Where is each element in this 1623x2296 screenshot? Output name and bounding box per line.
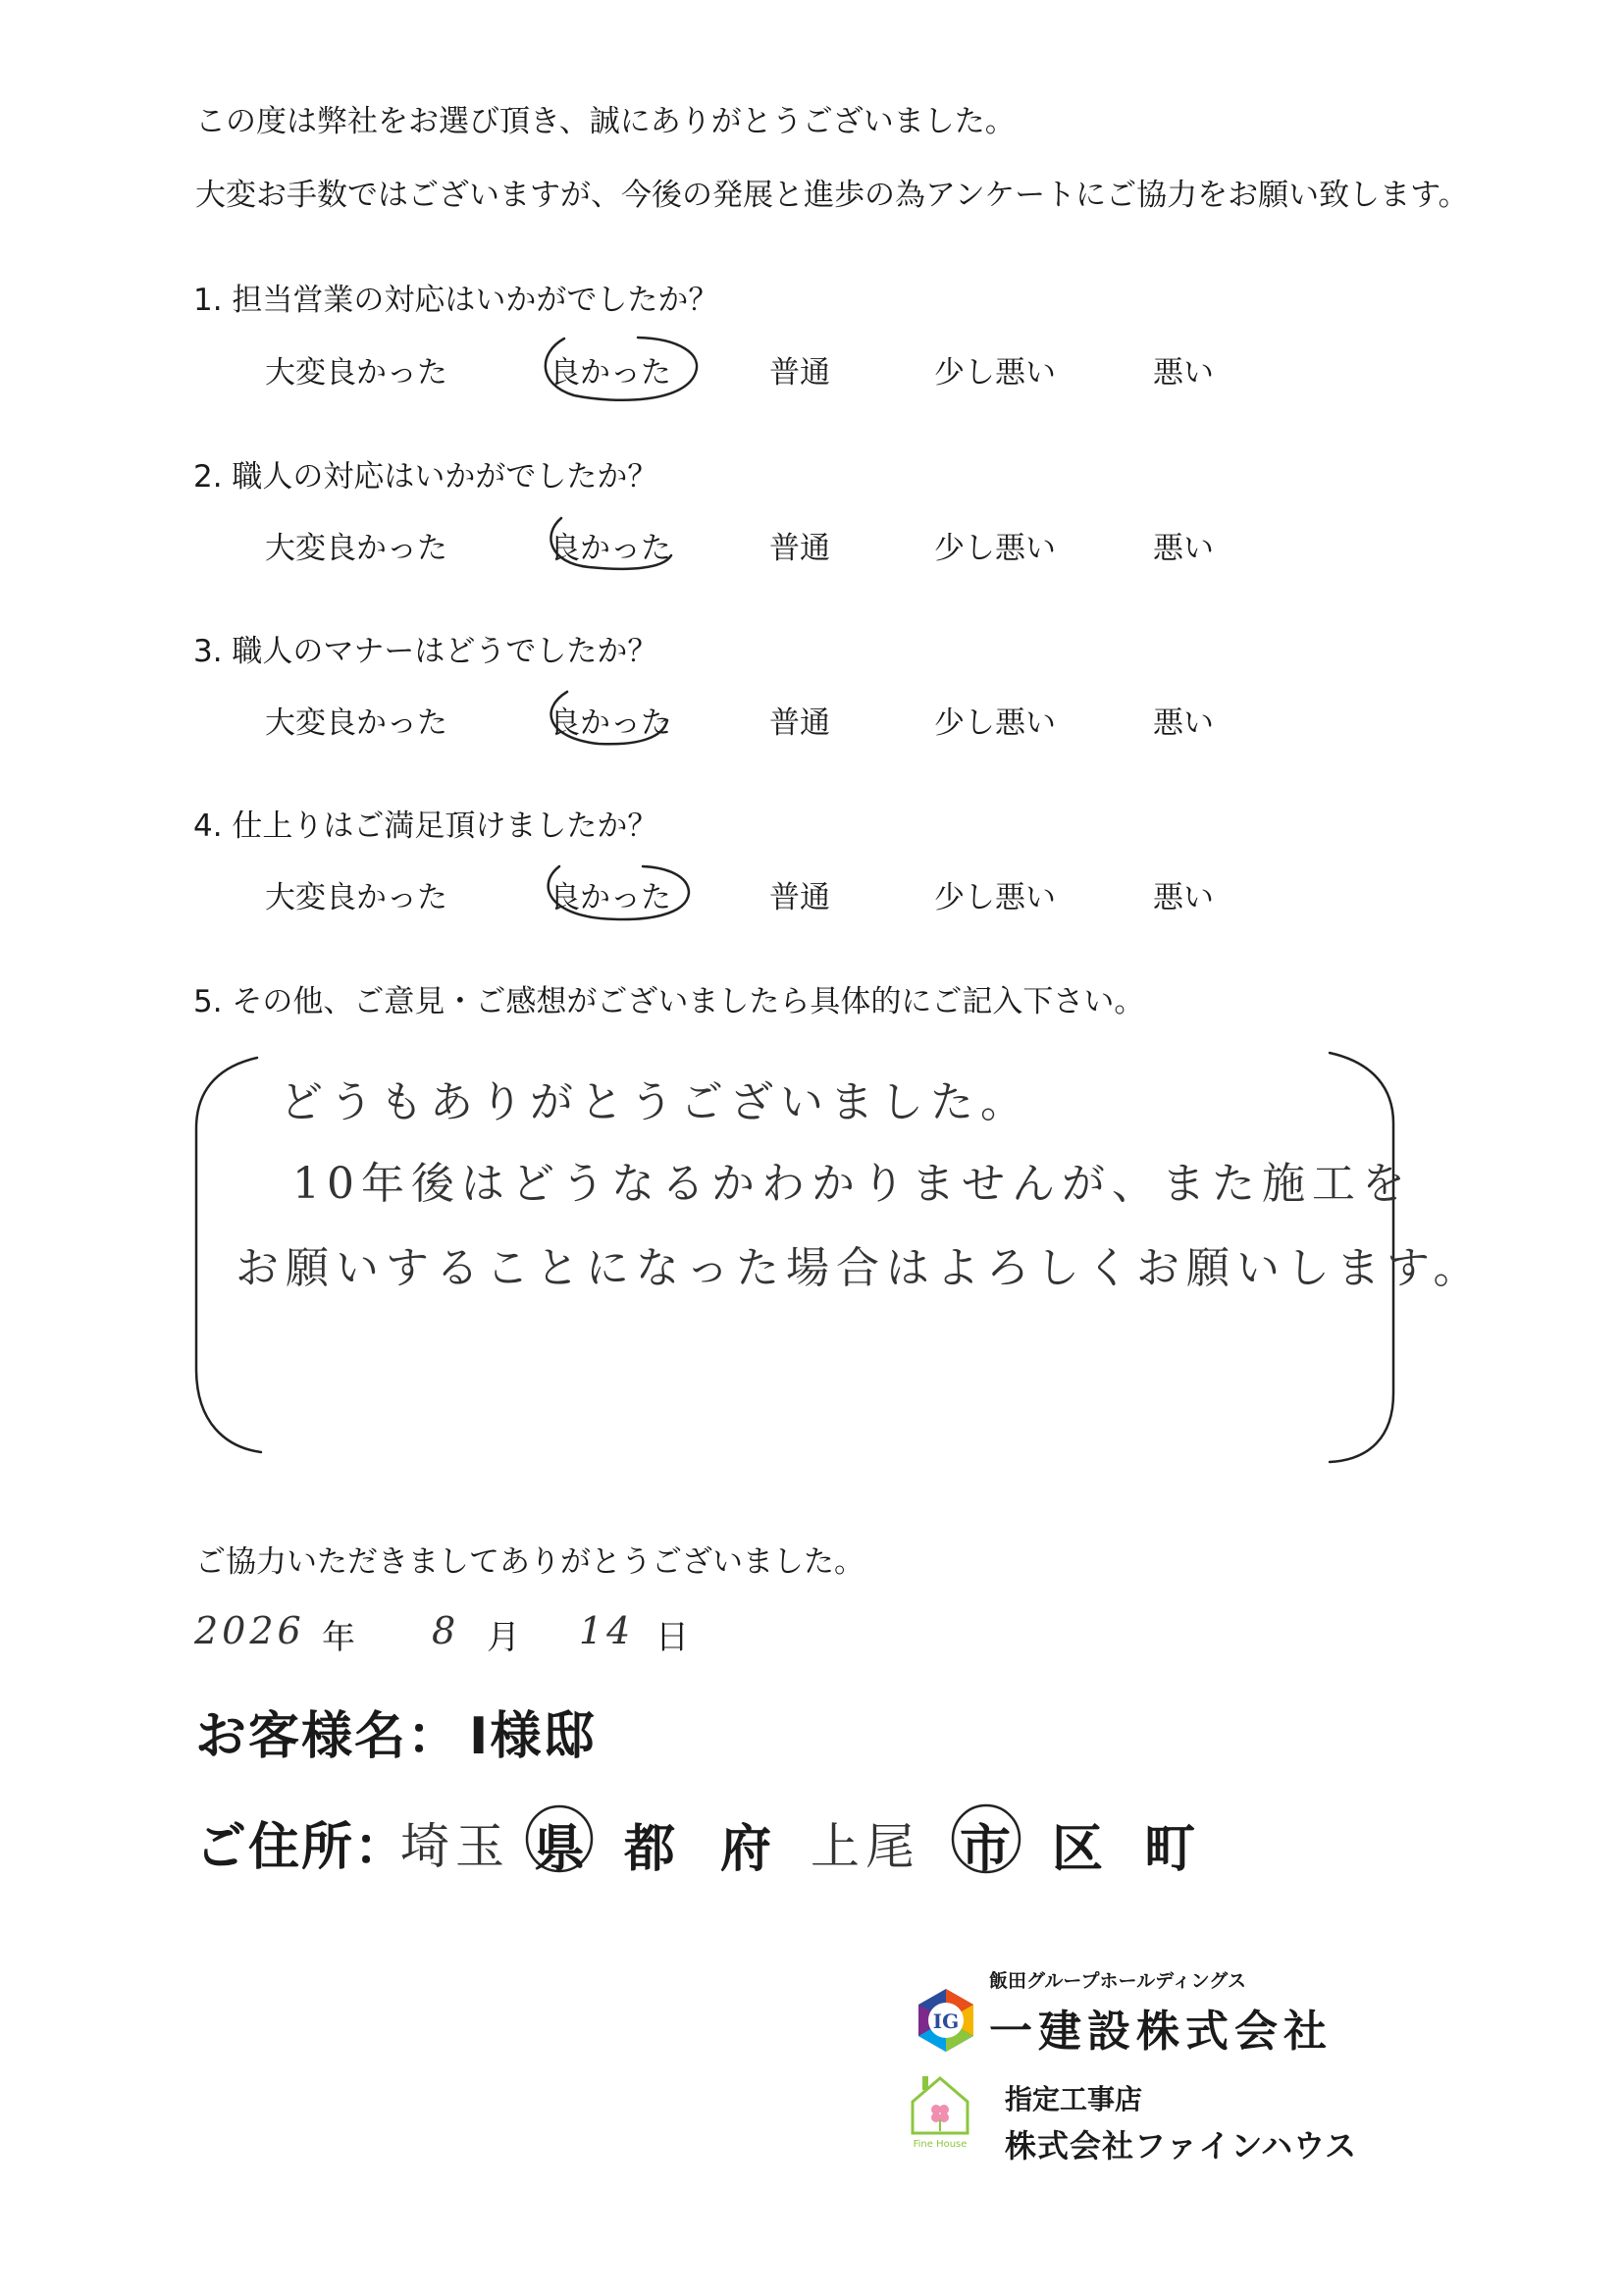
- q4-option-bad[interactable]: 悪い: [1153, 880, 1214, 915]
- date-year-unit: 年: [322, 1618, 355, 1657]
- date-month-unit: 月: [487, 1618, 520, 1657]
- address-unit-fu: 府: [720, 1820, 772, 1879]
- address-label: ご住所：: [195, 1818, 408, 1877]
- q2-option-average[interactable]: 普通: [769, 531, 830, 566]
- comment-line-1: どうもありがとうございました。: [280, 1077, 1030, 1127]
- q1-option-slightly-bad[interactable]: 少し悪い: [934, 355, 1056, 391]
- date-day-value: 14: [579, 1609, 635, 1652]
- date-year-value: 2026: [194, 1609, 305, 1652]
- ig-logo-icon: [913, 1987, 979, 2054]
- address-unit-machi: 町: [1144, 1820, 1196, 1879]
- address-unit-shi: 市: [960, 1820, 1012, 1879]
- intro-line-2: 大変お手数ではございますが、今後の発展と進歩の為アンケートにご協力をお願い致します。: [195, 178, 1469, 213]
- q2-option-very-good[interactable]: 大変良かった: [265, 531, 447, 566]
- q1-option-bad[interactable]: 悪い: [1153, 355, 1214, 391]
- company-name: 一建設株式会社: [989, 2007, 1333, 2057]
- address-city-handwritten: 上尾: [811, 1818, 920, 1875]
- q3-option-slightly-bad[interactable]: 少し悪い: [934, 705, 1056, 741]
- q4-option-average[interactable]: 普通: [769, 880, 830, 915]
- question-2: 2. 職人の対応はいかがでしたか？: [193, 459, 658, 495]
- question-4: 4. 仕上りはご満足頂けましたか？: [193, 809, 658, 844]
- q1-option-very-good[interactable]: 大変良かった: [265, 355, 447, 391]
- svg-text:IG: IG: [932, 2009, 960, 2033]
- date-month-value: 8: [432, 1609, 460, 1652]
- customer-name-label: お客様名：: [195, 1707, 461, 1766]
- comment-line-3: お願いすることになった場合はよろしくお願いします。: [236, 1243, 1484, 1293]
- address-unit-ken: 県: [534, 1820, 586, 1879]
- q3-option-good[interactable]: 良かった: [550, 705, 671, 741]
- q4-option-slightly-bad[interactable]: 少し悪い: [934, 880, 1056, 915]
- date-day-unit: 日: [655, 1618, 689, 1657]
- designated-contractor-label: 指定工事店: [1005, 2083, 1143, 2115]
- address-prefecture-handwritten: 埼玉: [400, 1818, 510, 1875]
- q2-option-good[interactable]: 良かった: [550, 531, 671, 566]
- q2-option-slightly-bad[interactable]: 少し悪い: [934, 531, 1056, 566]
- contractor-name: 株式会社ファインハウス: [1005, 2127, 1358, 2165]
- q2-option-bad[interactable]: 悪い: [1153, 531, 1214, 566]
- q3-option-bad[interactable]: 悪い: [1153, 705, 1214, 741]
- question-3: 3. 職人のマナーはどうでしたか？: [193, 634, 658, 669]
- fine-house-logo-icon: [905, 2072, 975, 2151]
- comment-line-2: 10年後はどうなるかわかりませんが、また施工を: [292, 1159, 1412, 1209]
- svg-text:Fine House: Fine House: [913, 2139, 968, 2150]
- intro-line-1: この度は弊社をお選び頂き、誠にありがとうございました。: [195, 104, 1016, 139]
- q1-option-good[interactable]: 良かった: [550, 355, 671, 391]
- q4-option-very-good[interactable]: 大変良かった: [265, 880, 447, 915]
- group-name: 飯田グループホールディングス: [989, 1970, 1247, 1992]
- q3-option-average[interactable]: 普通: [769, 705, 830, 741]
- closing-text: ご協力いただきましてありがとうございました。: [195, 1544, 864, 1580]
- question-5: 5. その他、ご意見・ご感想がございましたら具体的にご記入下さい。: [193, 984, 1145, 1019]
- q3-option-very-good[interactable]: 大変良かった: [265, 705, 447, 741]
- q4-option-good[interactable]: 良かった: [550, 880, 671, 915]
- customer-name-value: I様邸: [469, 1707, 597, 1766]
- address-unit-to: 都: [624, 1820, 676, 1879]
- address-unit-ku: 区: [1052, 1820, 1104, 1879]
- q1-option-average[interactable]: 普通: [769, 355, 830, 391]
- question-1: 1. 担当営業の対応はいかがでしたか？: [193, 283, 719, 318]
